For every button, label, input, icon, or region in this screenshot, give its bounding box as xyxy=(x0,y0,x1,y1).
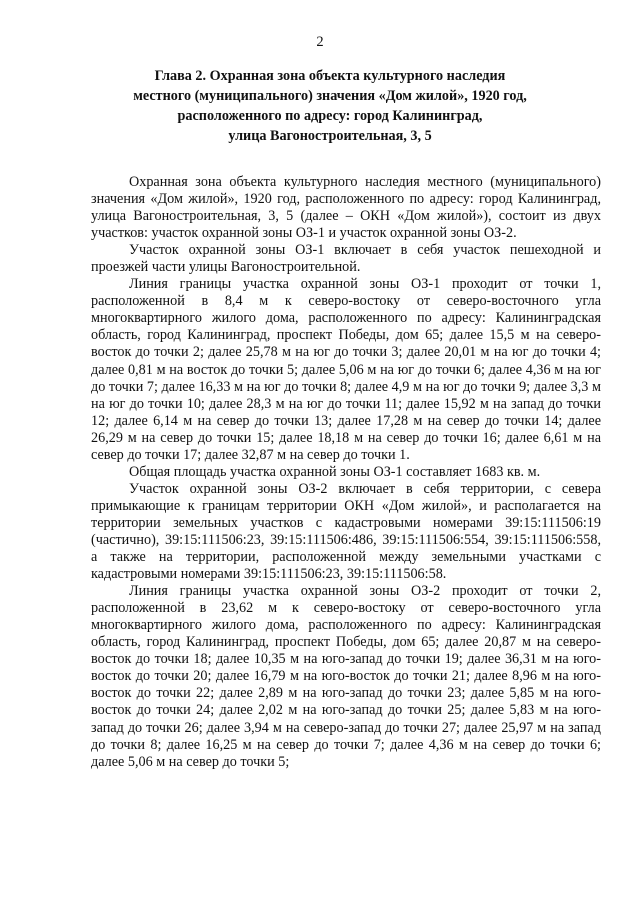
chapter-title-line-4: улица Вагоностроительная, 3, 5 xyxy=(228,128,432,144)
paragraph-oz1-boundary: Линия границы участка охранной зоны ОЗ-1 проходит от точки 1, расположенной в 8,4 м к северо-востоку от северо-восточного угла многоквартирного жилого дома, расположенного по адресу: Калининградская область, город Калининград, проспект Победы, дом 65; далее 15,5 м на северо-восток до точки 2; далее 25,78 м на юг до точки 3; далее 20,01 м на юг до точки 4; далее 0,81 м на восток до точки 5; далее 5,06 м на юг до точки 6; далее 4,36 м на юг до точки 7; далее 16,33 м на юг до точки 8; далее 4,9 м на юг до точки 9; далее 3,3 м на юг до точки 10; далее 28,3 м на юг до точки 11; далее 15,92 м на запад до точки 12; далее 6,14 м на север до точки 13; далее 17,28 м на север до точки 14; далее 26,29 м на север до точки 15; далее 18,18 м на север до точки 16; далее 6,61 м на север до точки 17; далее 32,87 м на север до точки 1. xyxy=(91,276,601,463)
paragraph-zone-intro: Охранная зона объекта культурного наследия местного (муниципального) значения «Дом жилой», 1920 год, расположенного по адресу: город Калининград, улица Вагоностроительная, 3, 5 (далее – ОКН «Дом жилой»), состоит из двух участков: участок охранной зоны ОЗ-1 и участок охранной зоны ОЗ-2. xyxy=(91,174,601,242)
paragraph-oz2-scope: Участок охранной зоны ОЗ-2 включает в себя территории, с севера примыкающие к границам территории ОКН «Дом жилой», и располагается на территории земельных участков с кадастровыми номерами 39:15:111506:19 (частично), 39:15:111506:23, 39:15:111506:486, 39:15:111506:554, 39:15:111506:558, а также на территории, расположенной между земельными участками с кадастровыми номерами 39:15:111506:23, 39:15:111506:58. xyxy=(91,480,601,583)
paragraph-oz1-area: Общая площадь участка охранной зоны ОЗ-1 составляет 1683 кв. м. xyxy=(129,463,541,480)
paragraph-oz2-boundary: Линия границы участка охранной зоны ОЗ-2 проходит от точки 2, расположенной в 23,62 м к северо-востоку от северо-восточного угла многоквартирного жилого дома, расположенного по адресу: Калининградская область, город Калининград, проспект Победы, дом 65; далее 20,87 м на северо-восток до точки 18; далее 10,35 м на юго-запад до точки 19; далее 36,31 м на юго-восток до точки 20; далее 16,79 м на юго-восток до точки 21; далее 8,96 м на юго-восток до точки 22; далее 2,89 м на юго-запад до точки 23; далее 5,85 м на юго-восток до точки 24; далее 2,02 м на юго-запад до точки 25; далее 5,83 м на юго-запад до точки 26; далее 3,94 м на северо-запад до точки 27; далее 25,97 м на запад до точки 8; далее 16,25 м на север до точки 7; далее 4,36 м на север до точки 6; далее 5,06 м на север до точки 5; xyxy=(91,583,601,770)
paragraph-oz1-scope: Участок охранной зоны ОЗ-1 включает в себя участок пешеходной и проезжей части улицы Вагоностроительной. xyxy=(91,242,601,276)
chapter-title xyxy=(110,66,550,146)
document-body xyxy=(91,174,601,771)
chapter-title-line-1: Глава 2. Охранная зона объекта культурного наследия xyxy=(154,68,506,84)
page-number: 2 xyxy=(316,34,324,50)
chapter-title-line-3: расположенного по адресу: город Калининград, xyxy=(177,108,483,124)
chapter-title-line-2: местного (муниципального) значения «Дом жилой», 1920 год, xyxy=(133,88,527,104)
